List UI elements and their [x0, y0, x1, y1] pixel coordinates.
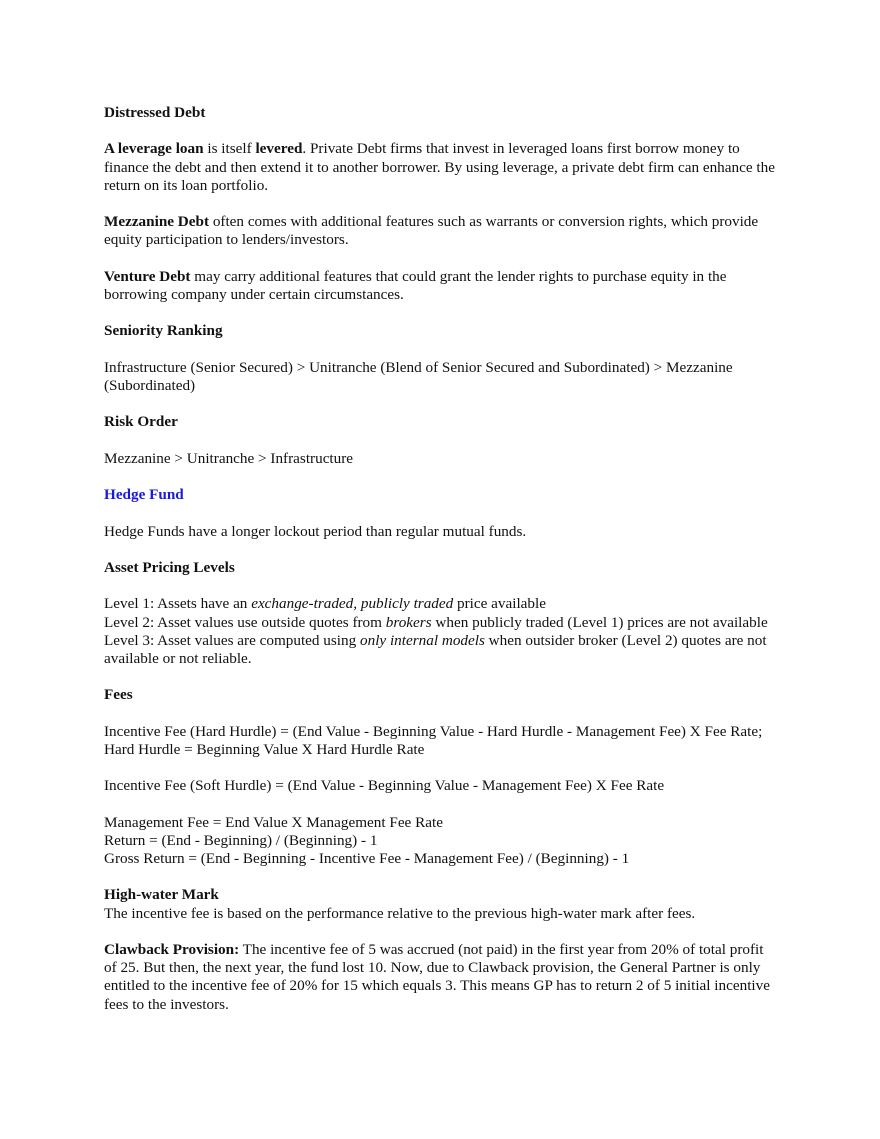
high-water-mark-text: The incentive fee is based on the performance relative to the previous high-water mark after fees. — [104, 904, 696, 922]
level-3-emphasis: only internal models — [360, 631, 485, 649]
clawback-paragraph — [104, 941, 776, 1014]
leverage-loan-term: A leverage loan — [104, 140, 204, 158]
venture-debt-paragraph — [104, 268, 776, 304]
hedge-fund-heading: Hedge Fund — [104, 486, 184, 504]
hard-hurdle-formula: Incentive Fee (Hard Hurdle) = (End Value - Beginning Value - Hard Hurdle - Management Fee) X Fee Rate; Hard Hurdle = Beginning Value X Hard Hurdle Rate — [104, 722, 763, 758]
mezzanine-debt-text: often comes with additional features such as warrants or conversion rights, which provide equity participation to lenders/investors. — [104, 213, 759, 249]
levered-emphasis: levered — [255, 140, 303, 158]
level-2-emphasis: brokers — [385, 613, 432, 631]
level-1-pre: Level 1: Assets have an — [104, 595, 252, 613]
asset-level-1 — [104, 595, 776, 613]
high-water-mark-heading: High-water Mark — [104, 886, 219, 904]
risk-order-heading: Risk Order — [104, 413, 178, 431]
soft-hurdle-formula: Incentive Fee (Soft Hurdle) = (End Value - Beginning Value - Management Fee) X Fee Rate — [104, 777, 665, 795]
management-fee-formula: Management Fee = End Value X Management Fee Rate — [104, 813, 443, 831]
leverage-loan-mid: is itself — [203, 140, 256, 158]
hedge-fund-text: Hedge Funds have a longer lockout period than regular mutual funds. — [104, 522, 527, 540]
leverage-loan-text: . Private Debt firms that invest in leveraged loans first borrow money to finance the debt and then extend it to another borrower. By using leverage, a private debt firm can enhance the return on its loan portfolio. — [104, 140, 775, 194]
level-3-post: when outsider broker (Level 2) quotes are not available or not reliable. — [104, 631, 767, 667]
clawback-term: Clawback Provision: — [104, 941, 240, 959]
seniority-ranking-text: Infrastructure (Senior Secured) > Unitranche (Blend of Senior Secured and Subordinated) > Mezzanine (Subordinated) — [104, 358, 733, 394]
asset-level-2 — [104, 614, 776, 632]
asset-level-3 — [104, 632, 776, 668]
level-1-emphasis: exchange-traded, publicly traded — [251, 595, 454, 613]
level-2-post: when publicly traded (Level 1) prices are not available — [431, 613, 768, 631]
risk-order-text: Mezzanine > Unitranche > Infrastructure — [104, 449, 354, 467]
level-3-pre: Level 3: Asset values are computed using — [104, 631, 361, 649]
level-2-pre: Level 2: Asset values use outside quotes from — [104, 613, 386, 631]
venture-debt-term: Venture Debt — [104, 267, 191, 285]
level-1-post: price available — [453, 595, 546, 613]
asset-pricing-heading: Asset Pricing Levels — [104, 558, 235, 576]
document-page — [104, 104, 776, 1032]
fees-heading: Fees — [104, 686, 133, 704]
venture-debt-text: may carry additional features that could grant the lender rights to purchase equity in the borrowing company under certain circumstances. — [104, 267, 727, 303]
leverage-loan-paragraph — [104, 140, 776, 195]
seniority-ranking-heading: Seniority Ranking — [104, 322, 223, 340]
mezzanine-debt-term: Mezzanine Debt — [104, 213, 210, 231]
distressed-debt-heading: Distressed Debt — [104, 104, 206, 121]
clawback-text: The incentive fee of 5 was accrued (not paid) in the first year from 20% of total profit of 25. But then, the next year, the fund lost 10. Now, due to Clawback provision, the General Partner is only entitled to the incentive fee of 20% for 15 which equals 3. This means GP has to return 2 of 5 initial incentive fees to the investors. — [104, 941, 770, 1013]
mezzanine-debt-paragraph — [104, 213, 776, 249]
return-formula: Return = (End - Beginning) / (Beginning) - 1 — [104, 831, 378, 849]
gross-return-formula: Gross Return = (End - Beginning - Incentive Fee - Management Fee) / (Beginning) - 1 — [104, 850, 630, 868]
